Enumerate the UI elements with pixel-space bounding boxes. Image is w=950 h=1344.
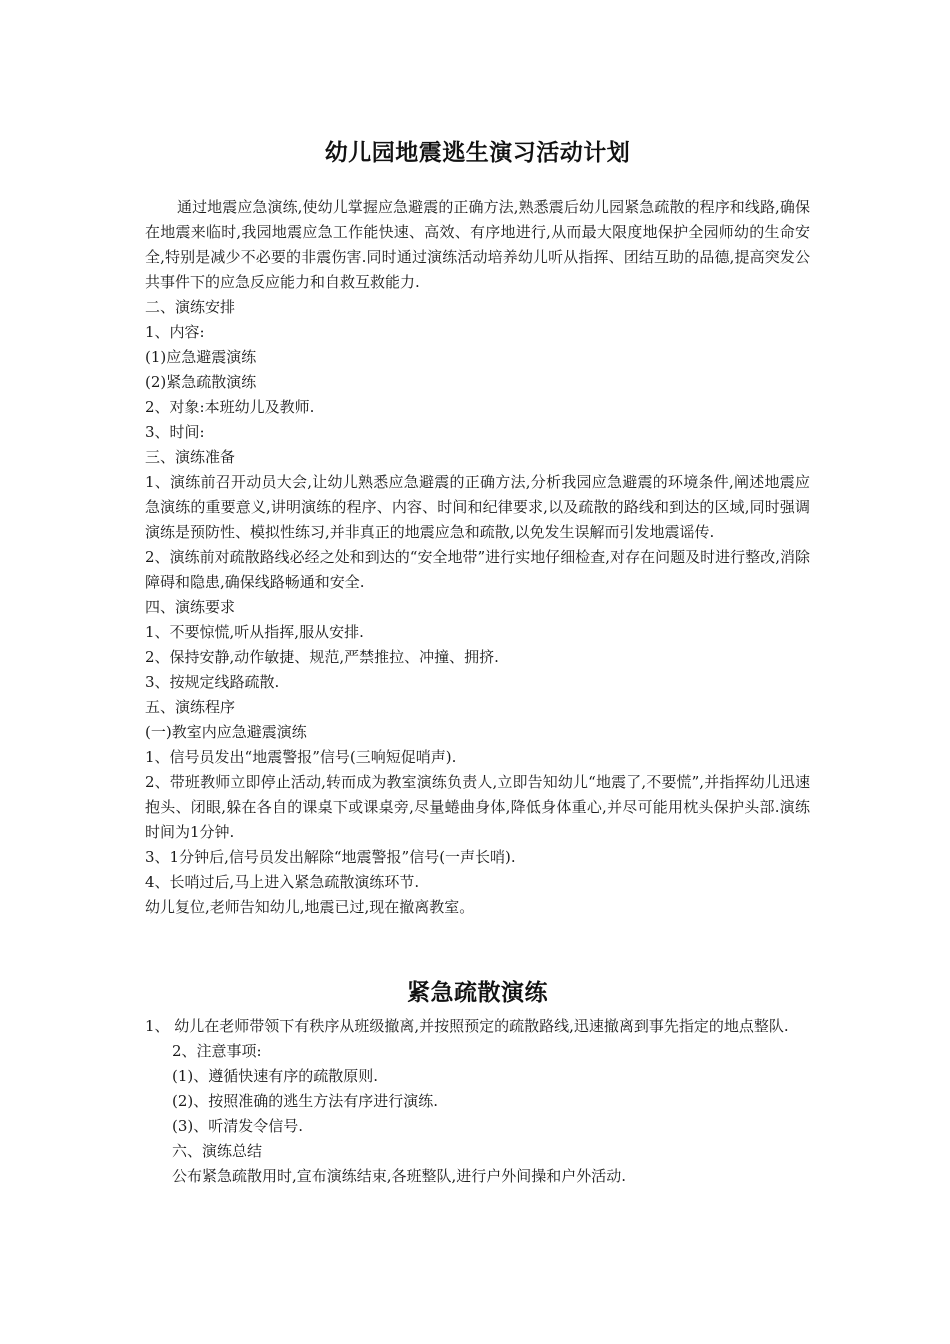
procedure-subheading: (一)教室内应急避震演练 bbox=[145, 723, 307, 741]
procedure-item-2: 2、带班教师立即停止活动,转而成为教室演练负责人,立即告知幼儿“地震了,不要慌”,并指挥幼儿迅速抱头、闭眼,躲在各自的课桌下或课桌旁,尽量蜷曲身体,降低身体重心,并尽可能用枕头保护头部.演练时间为1分钟. bbox=[145, 773, 810, 841]
arrangement-time: 3、时间: bbox=[145, 423, 205, 441]
evacuation-notes: 2、注意事项: bbox=[172, 1042, 262, 1060]
procedure-item-4: 4、长哨过后,马上进入紧急疏散演练环节. bbox=[145, 873, 420, 891]
evacuation-item-1: 1、 幼儿在老师带领下有秩序从班级撤离,并按照预定的疏散路线,迅速撤离到事先指定的地点整队. bbox=[145, 1017, 789, 1035]
heading-drill-requirements: 四、演练要求 bbox=[145, 598, 236, 616]
arrangement-content-item-1: (1)应急避震演练 bbox=[145, 348, 257, 366]
plan-body bbox=[145, 195, 810, 920]
requirement-item-2: 2、保持安静,动作敏捷、规范,严禁推拉、冲撞、拥挤. bbox=[145, 648, 499, 666]
requirement-item-3: 3、按规定线路疏散. bbox=[145, 673, 280, 691]
procedure-item-3: 3、1分钟后,信号员发出解除“地震警报”信号(一声长哨). bbox=[145, 848, 516, 866]
procedure-item-1: 1、信号员发出“地震警报”信号(三响短促哨声). bbox=[145, 748, 457, 766]
arrangement-target: 2、对象:本班幼儿及教师. bbox=[145, 398, 315, 416]
arrangement-content-item-2: (2)紧急疏散演练 bbox=[145, 373, 257, 391]
evacuation-note-3: (3)、听清发令信号. bbox=[172, 1117, 304, 1135]
preparation-item-1: 1、演练前召开动员大会,让幼儿熟悉应急避震的正确方法,分析我园应急避震的环境条件,阐述地震应急演练的重要意义,讲明演练的程序、内容、时间和纪律要求,以及疏散的路线和到达的区域,同时强调演练是预防性、模拟性练习,并非真正的地震应急和疏散,以免发生误解而引发地震谣传. bbox=[145, 473, 810, 541]
preparation-item-2: 2、演练前对疏散路线必经之处和到达的“安全地带”进行实地仔细检查,对存在问题及时进行整改,消除障碍和隐患,确保线路畅通和安全. bbox=[145, 548, 810, 591]
heading-drill-summary: 六、演练总结 bbox=[172, 1142, 263, 1160]
heading-drill-preparation: 三、演练准备 bbox=[145, 448, 236, 466]
arrangement-content: 1、内容: bbox=[145, 323, 205, 341]
summary-text: 公布紧急疏散用时,宣布演练结束,各班整队,进行户外间操和户外活动. bbox=[172, 1167, 627, 1185]
heading-drill-procedure: 五、演练程序 bbox=[145, 698, 236, 716]
heading-drill-arrangement: 二、演练安排 bbox=[145, 298, 236, 316]
evacuation-note-2: (2)、按照准确的逃生方法有序进行演练. bbox=[172, 1092, 439, 1110]
procedure-closing: 幼儿复位,老师告知幼儿,地震已过,现在撤离教室。 bbox=[145, 898, 475, 916]
evacuation-body bbox=[145, 1014, 810, 1189]
section-title-evacuation: 紧急疏散演练 bbox=[407, 980, 548, 1006]
document-title: 幼儿园地震逃生演习活动计划 bbox=[324, 140, 631, 166]
requirement-item-1: 1、不要惊慌,听从指挥,服从安排. bbox=[145, 623, 364, 641]
intro-paragraph: 通过地震应急演练,使幼儿掌握应急避震的正确方法,熟悉震后幼儿园紧急疏散的程序和线路,确保在地震来临时,我园地震应急工作能快速、高效、有序地进行,从而最大限度地保护全园师幼的生命安全,特别是减少不必要的非震伤害.同时通过演练活动培养幼儿听从指挥、团结互助的品德,提高突发公共事件下的应急反应能力和自救互救能力. bbox=[145, 198, 810, 291]
evacuation-note-1: (1)、遵循快速有序的疏散原则. bbox=[172, 1067, 379, 1085]
